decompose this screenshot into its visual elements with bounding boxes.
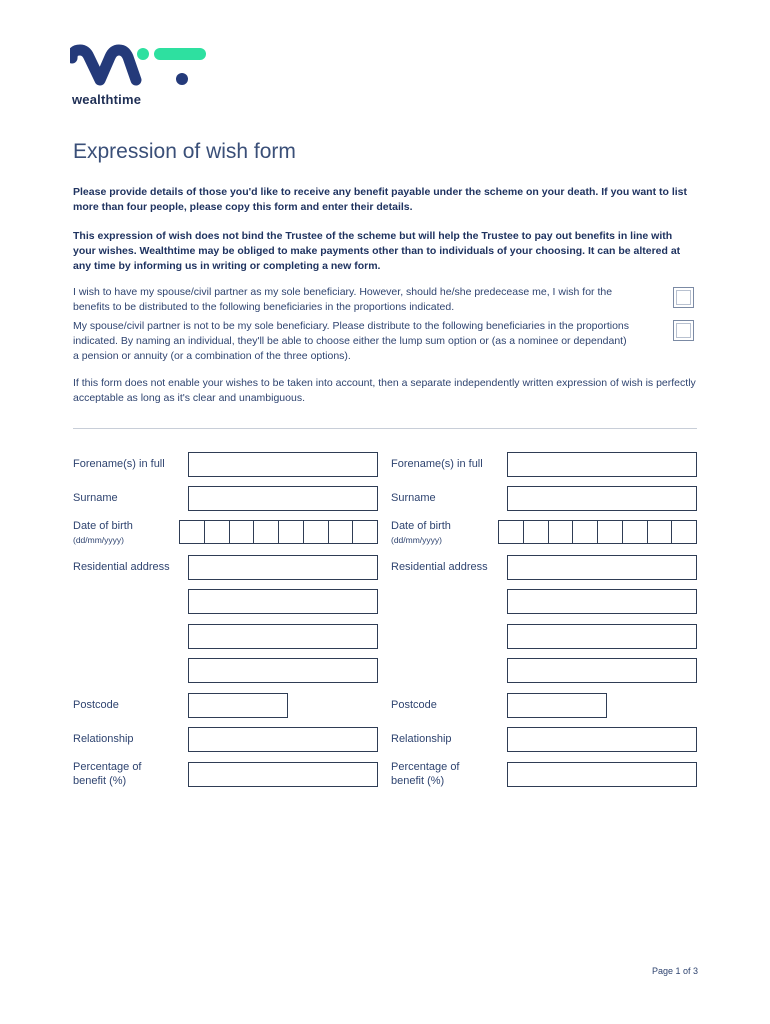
option-not-sole-beneficiary-text: My spouse/civil partner is not to be my sole beneficiary. Please distribute to the following beneficiaries in the proportions indicated. By naming an individual, they'll be able to choose either the lump sum option or (as a nominee or dependant) a pension or annuity (or a combination of the three options). <box>73 320 630 362</box>
address-line-2-input[interactable] <box>188 589 378 614</box>
page-number: Page 1 of 3 <box>652 966 699 976</box>
surname-label: Surname <box>391 492 436 504</box>
option-sole-beneficiary-checkbox[interactable] <box>673 287 694 308</box>
forename-input[interactable] <box>188 452 378 477</box>
option-sole-beneficiary-text: I wish to have my spouse/civil partner as my sole beneficiary. However, should he/she predecease me, I wish for the benefits to be distributed to the following beneficiaries in the proportions indicated. <box>73 286 613 313</box>
forename-label: Forename(s) in full <box>73 458 165 470</box>
address-line-4-input[interactable] <box>507 658 697 683</box>
percentage-label-unit: benefit (%) <box>73 775 127 787</box>
address-label: Residential address <box>73 561 170 573</box>
percentage-label: Percentage of <box>391 761 460 773</box>
surname-input[interactable] <box>507 486 697 511</box>
relationship-label: Relationship <box>391 733 452 745</box>
relationship-input[interactable] <box>507 727 697 752</box>
dob-input[interactable] <box>179 520 378 544</box>
address-line-4-input[interactable] <box>188 658 378 683</box>
dob-format-hint: (dd/mm/yyyy) <box>73 535 124 545</box>
percentage-input[interactable] <box>188 762 378 787</box>
address-line-1-input[interactable] <box>507 555 697 580</box>
postcode-label: Postcode <box>391 699 437 711</box>
address-line-3-input[interactable] <box>188 624 378 649</box>
dob-label: Date of birth <box>391 520 451 532</box>
surname-input[interactable] <box>188 486 378 511</box>
forename-label: Forename(s) in full <box>391 458 483 470</box>
page-title: Expression of wish form <box>73 140 296 163</box>
address-line-1-input[interactable] <box>188 555 378 580</box>
separate-wish-note: If this form does not enable your wishes to be taken into account, then a separate independently written expression of wish is perfectly acceptable as long as it's clear and unambiguous. <box>73 377 696 404</box>
dob-input[interactable] <box>498 520 697 544</box>
postcode-input[interactable] <box>507 693 607 718</box>
forename-input[interactable] <box>507 452 697 477</box>
percentage-input[interactable] <box>507 762 697 787</box>
percentage-label-unit: benefit (%) <box>391 775 445 787</box>
intro-paragraph-2: This expression of wish does not bind the Trustee of the scheme but will help the Trustee to pay out benefits in line with your wishes. Wealthtime may be obliged to make payments other than to individuals of your choosing. It can be altered at any time by informing us in writing or completing a new form. <box>73 230 681 272</box>
relationship-input[interactable] <box>188 727 378 752</box>
address-line-2-input[interactable] <box>507 589 697 614</box>
brand-wordmark: wealthtime <box>72 92 142 107</box>
postcode-label: Postcode <box>73 699 119 711</box>
postcode-input[interactable] <box>188 693 288 718</box>
relationship-label: Relationship <box>73 733 134 745</box>
address-label: Residential address <box>391 561 488 573</box>
section-divider <box>73 428 697 429</box>
surname-label: Surname <box>73 492 118 504</box>
dob-format-hint: (dd/mm/yyyy) <box>391 535 442 545</box>
address-line-3-input[interactable] <box>507 624 697 649</box>
percentage-label: Percentage of <box>73 761 142 773</box>
intro-paragraph-1: Please provide details of those you'd like to receive any benefit payable under the scheme on your death. If you want to list more than four people, please copy this form and enter their details. <box>73 186 687 213</box>
dob-label: Date of birth <box>73 520 133 532</box>
option-not-sole-beneficiary-checkbox[interactable] <box>673 320 694 341</box>
